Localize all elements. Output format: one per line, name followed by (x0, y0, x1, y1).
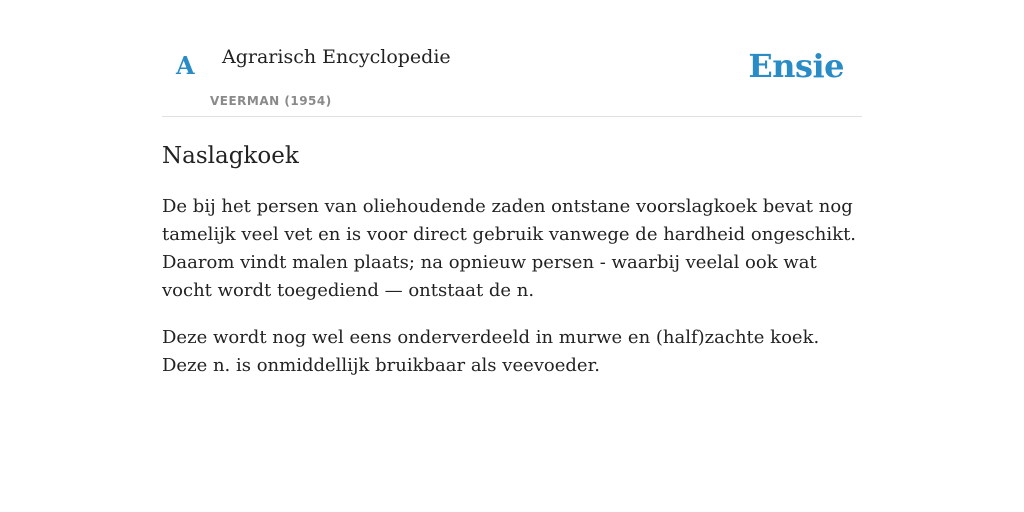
ensie-brand-logo[interactable]: Ensie (748, 47, 844, 85)
article-paragraph: Deze wordt nog wel eens onderverdeeld in murwe en (half)zachte koek. Deze n. is onmiddellijk bruikbaar als veevoeder. (162, 327, 820, 376)
source-label: VEERMAN (1954) (210, 94, 332, 108)
article-paragraph: De bij het persen van oliehoudende zaden ontstane voorslagkoek bevat nog tamelijk veel vet en is voor direct gebruik vanwege de hardheid ongeschikt. Daarom vindt malen plaats; na opnieuw persen - waarbij veelal ook wat vocht wordt toegediend — ontstaat de n. (162, 196, 857, 301)
article-title: Naslagkoek (162, 143, 299, 169)
article-container (162, 0, 862, 380)
encyclopedia-logo-letter[interactable]: A (176, 51, 195, 80)
encyclopedia-title-link[interactable]: Agrarisch Encyclopedie (222, 46, 451, 68)
header (162, 0, 862, 117)
